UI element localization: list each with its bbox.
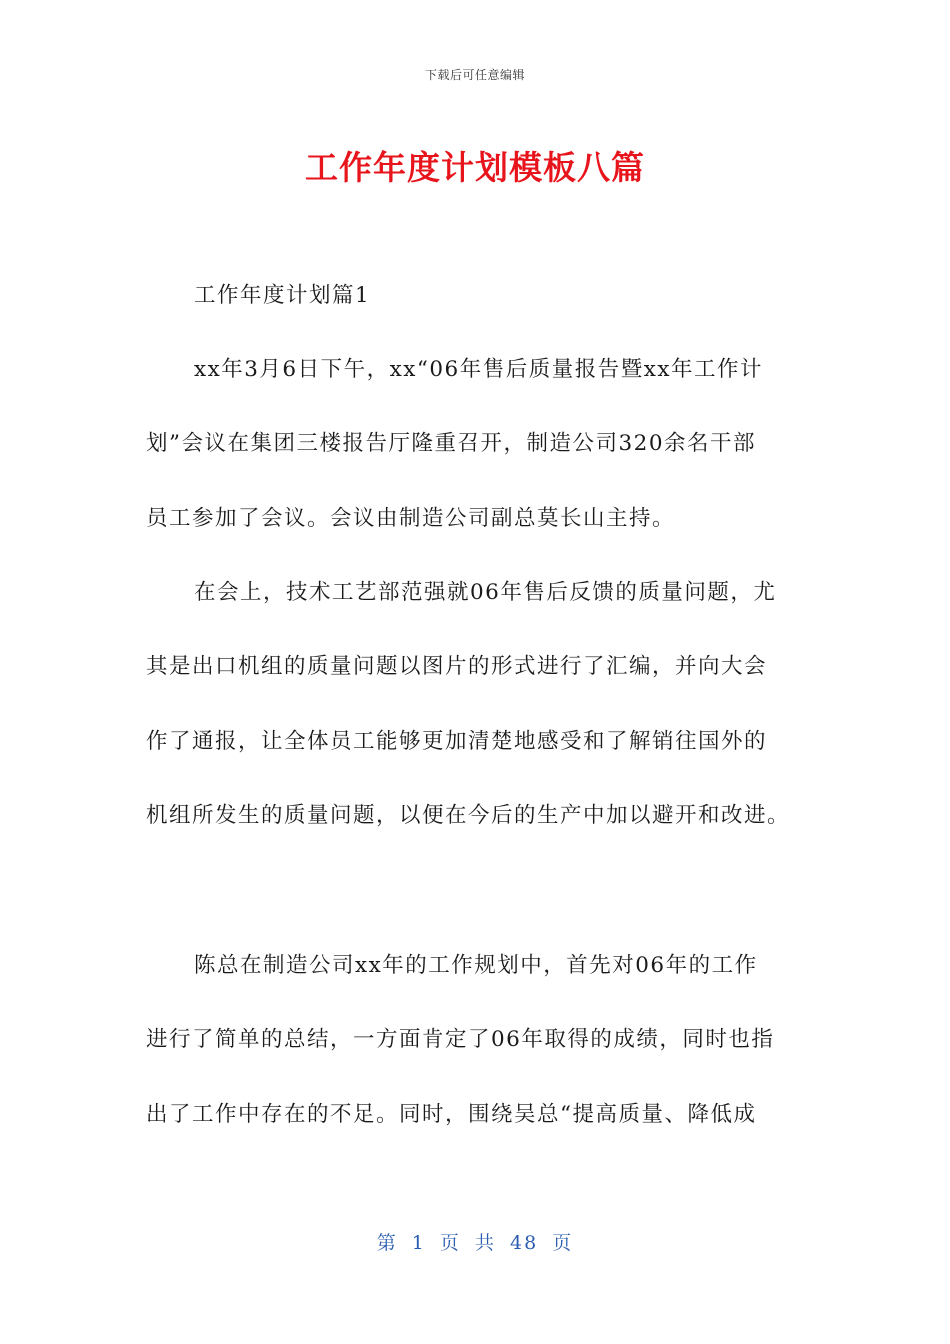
paragraph-line: 其是出口机组的质量问题以图片的形式进行了汇编，并向大会 xyxy=(146,654,768,679)
paragraph-line: 划”会议在集团三楼报告厅隆重召开，制造公司320余名干部 xyxy=(146,431,757,456)
section-heading: 工作年度计划篇1 xyxy=(194,283,371,308)
paragraph-line: 在会上，技术工艺部范强就06年售后反馈的质量问题，尤 xyxy=(194,580,777,605)
document-title: 工作年度计划模板八篇 xyxy=(305,148,645,187)
paragraph-line: 进行了简单的总结，一方面肯定了06年取得的成绩，同时也指 xyxy=(146,1027,775,1052)
paragraph-line: 作了通报，让全体员工能够更加清楚地感受和了解销往国外的 xyxy=(146,729,768,754)
header-note: 下载后可任意编辑 xyxy=(424,68,525,82)
page-indicator: 第 1 页 共 48 页 xyxy=(376,1232,574,1254)
paragraph-line: 员工参加了会议。会议由制造公司副总莫长山主持。 xyxy=(146,506,676,531)
paragraph-line: xx年3月6日下午，xx“06年售后质量报告暨xx年工作计 xyxy=(194,357,763,382)
paragraph-line: 出了工作中存在的不足。同时，围绕吴总“提高质量、降低成 xyxy=(146,1102,757,1127)
paragraph-line: 机组所发生的质量问题，以便在今后的生产中加以避开和改进。 xyxy=(146,803,791,828)
paragraph-line: 陈总在制造公司xx年的工作规划中，首先对06年的工作 xyxy=(194,953,758,978)
